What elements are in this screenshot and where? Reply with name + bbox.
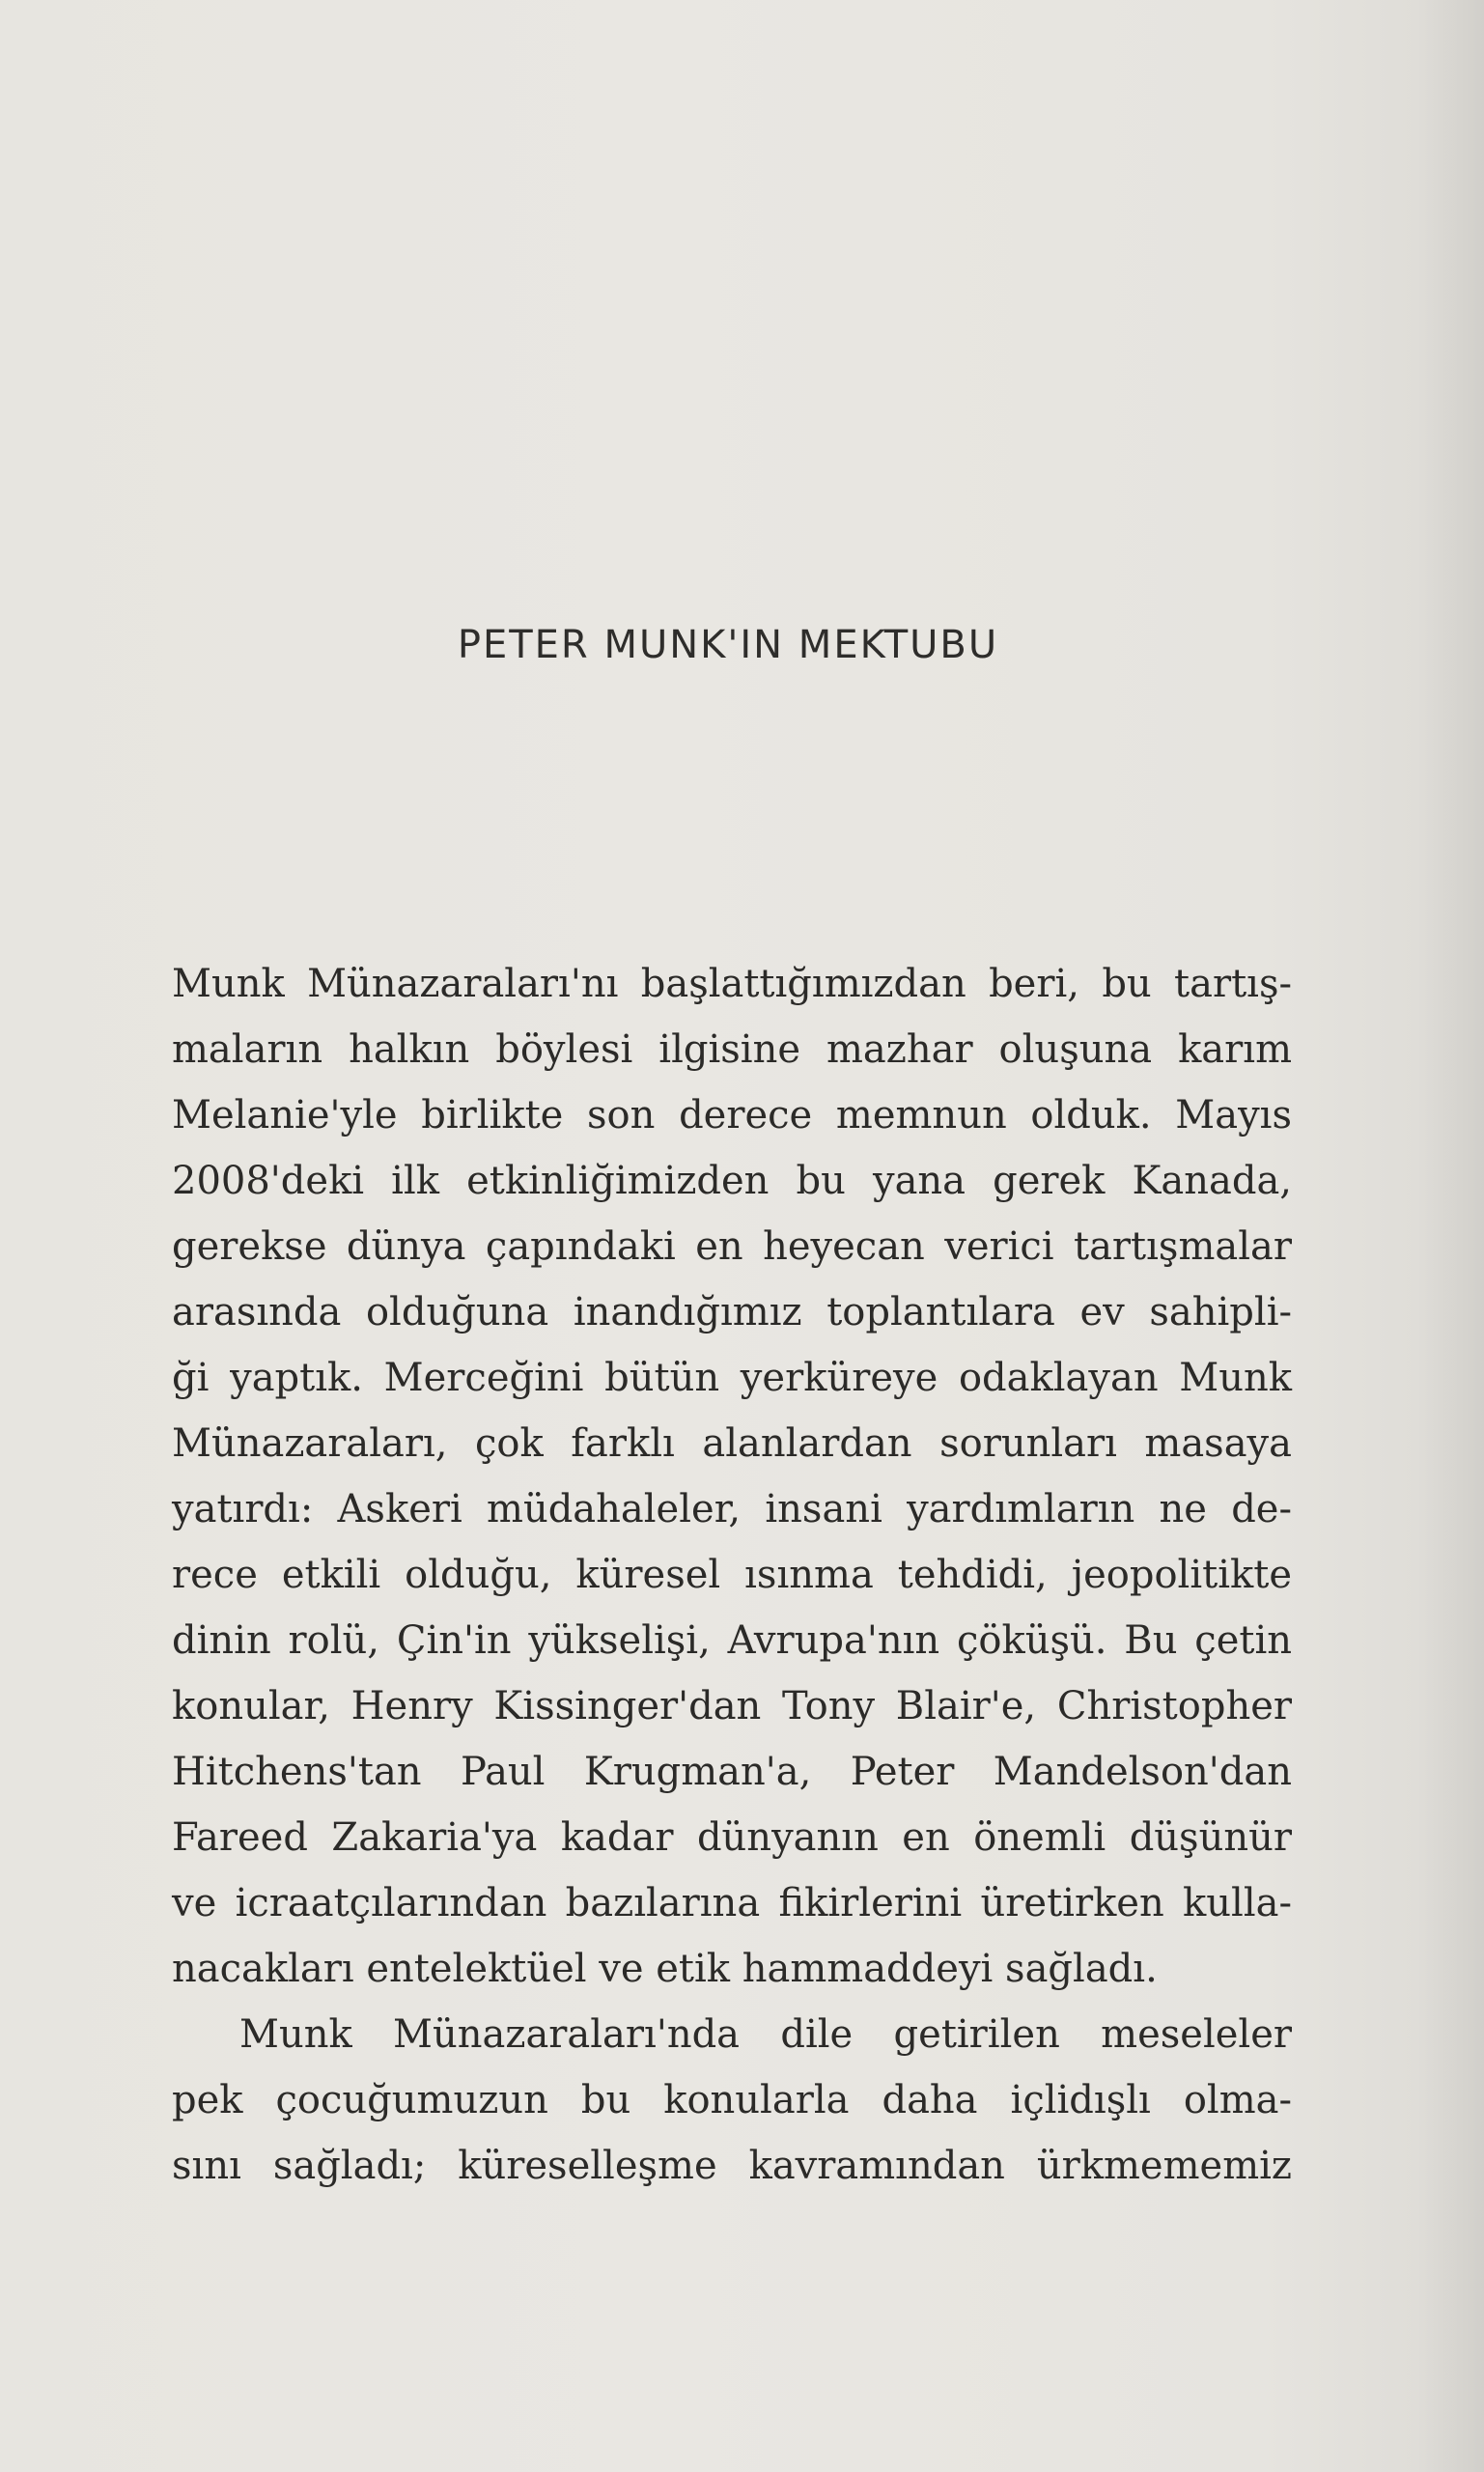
paragraph-2	[172, 2002, 1292, 2199]
text-line: Munk Münazaraları'nı başlattığımızdan beri, bu tartış-	[172, 962, 1292, 1006]
text-line: Münazaraları, çok farklı alanlardan sorunları masaya	[172, 1421, 1292, 1466]
text-line: Fareed Zakaria'ya kadar dünyanın en önemli düşünür	[172, 1815, 1292, 1860]
text-line: pek çocuğumuzun bu konularla daha içlidışlı olma-	[172, 2078, 1292, 2122]
page-edge-shadow	[1416, 0, 1484, 2472]
text-line: ve icraatçılarından bazılarına fikirlerini üretirken kulla-	[172, 1881, 1292, 1925]
text-line: Hitchens'tan Paul Krugman'a, Peter Mandelson'dan	[172, 1750, 1292, 1794]
body-text	[172, 951, 1292, 2199]
text-line: sını sağladı; küreselleşme kavramından ürkmememiz	[172, 2144, 1292, 2188]
text-line: Melanie'yle birlikte son derece memnun olduk. Mayıs	[172, 1093, 1292, 1138]
paragraph-1	[172, 951, 1292, 2002]
text-line: arasında olduğuna inandığımız toplantılara ev sahipli-	[172, 1290, 1292, 1334]
text-line: yatırdı: Askeri müdahaleler, insani yardımların ne de-	[172, 1487, 1292, 1531]
text-line: dinin rolü, Çin'in yükselişi, Avrupa'nın çöküşü. Bu çetin	[172, 1618, 1292, 1663]
chapter-title: PETER MUNK'IN MEKTUBU	[457, 623, 999, 667]
text-line: maların halkın böylesi ilgisine mazhar oluşuna karım	[172, 1027, 1292, 1072]
text-line: Munk Münazaraları'nda dile getirilen meseleler	[239, 2012, 1292, 2057]
text-line: rece etkili olduğu, küresel ısınma tehdidi, jeopolitikte	[172, 1553, 1292, 1597]
text-line: konular, Henry Kissinger'dan Tony Blair'e, Christopher	[172, 1684, 1292, 1728]
text-line: ği yaptık. Merceğini bütün yerküreye odaklayan Munk	[172, 1356, 1292, 1400]
text-line: gerekse dünya çapındaki en heyecan verici tartışmalar	[172, 1224, 1292, 1269]
text-line: nacakları entelektüel ve etik hammaddeyi sağladı.	[172, 1947, 1158, 1991]
text-line: 2008'deki ilk etkinliğimizden bu yana gerek Kanada,	[172, 1159, 1292, 1203]
